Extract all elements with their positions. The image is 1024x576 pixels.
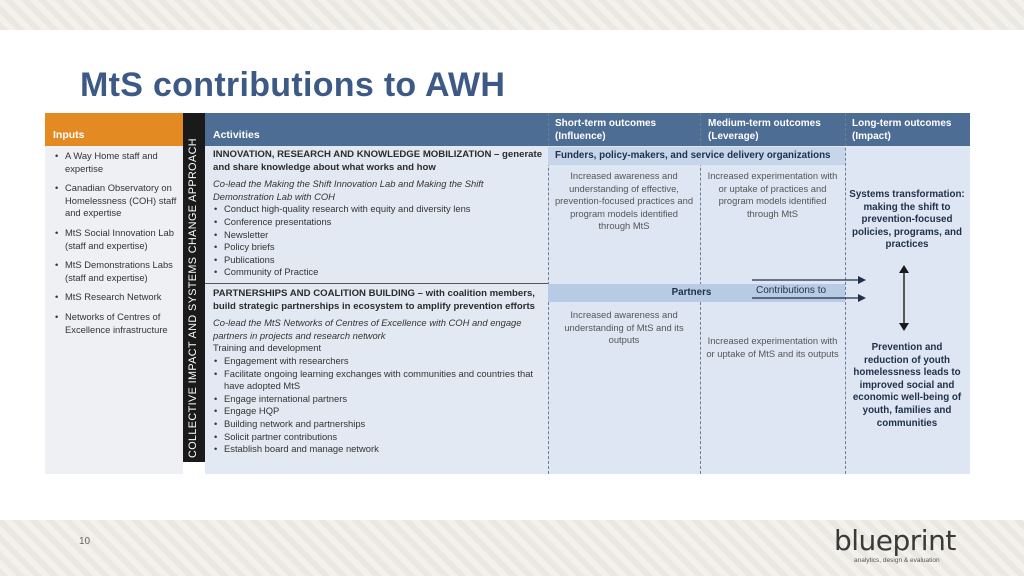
activity-heading xyxy=(213,288,543,313)
medium-term-outcome-2: Increased experimentation with or uptake of MtS and its outputs xyxy=(706,335,839,359)
decorative-top-band xyxy=(0,0,1024,30)
short-term-header xyxy=(548,113,700,146)
inputs-list xyxy=(54,150,178,336)
short-term-title: Short-term outcomes xyxy=(555,118,657,129)
activity-bullet: • Building network and partnerships xyxy=(224,418,543,431)
activity-bullets xyxy=(213,203,543,279)
inputs-header xyxy=(45,113,183,146)
activity-bullet: • Engage international partners xyxy=(224,393,543,406)
logo-wordmark: blueprint xyxy=(834,524,956,557)
activity-bullet: • Policy briefs xyxy=(224,241,543,254)
blueprint-logo xyxy=(834,524,974,568)
activity-bullet: • Facilitate ongoing learning exchanges with communities and countries that have adopted MtS xyxy=(224,368,543,393)
long-term-outcome-1: Systems transformation: making the shift to prevention-focused policies, programs, and practices xyxy=(849,189,965,251)
activity-bullets xyxy=(213,355,543,456)
activity-bullet: • Community of Practice xyxy=(224,266,543,279)
activity-heading-rest: – with coalition members, build strategic partnerships in ecosystem to amplify prevention efforts xyxy=(213,288,535,312)
inputs-header-label: Inputs xyxy=(53,129,85,141)
activities-header-label: Activities xyxy=(213,129,260,141)
input-item: • MtS Research Network xyxy=(65,291,178,304)
activity-heading-rest: – generate and share knowledge about what works and how xyxy=(213,149,543,173)
activity-bullet: • Newsletter xyxy=(224,229,543,242)
medium-term-header xyxy=(700,113,845,146)
inputs-list-container xyxy=(54,150,178,343)
long-term-title: Long-term outcomes xyxy=(852,118,952,129)
activity-bullet: • Establish board and manage network xyxy=(224,443,543,456)
input-item: • A Way Home staff and expertise xyxy=(65,150,178,175)
logo-tagline: analytics, design & evaluation xyxy=(854,557,940,564)
medium-term-title: Medium-term outcomes xyxy=(708,118,821,129)
activity-heading xyxy=(213,149,543,174)
long-term-outcome-2: Prevention and reduction of youth homelessness leads to improved social and economic well-being of youth, families and communities xyxy=(852,342,962,429)
activity-italic: Co-lead the MtS Networks of Centres of Excellence with COH and engage partners in projects and research network xyxy=(213,317,522,341)
activity-heading-bold: INNOVATION, RESEARCH AND KNOWLEDGE MOBILIZATION xyxy=(213,149,492,160)
activity-plain: Training and development xyxy=(213,342,322,354)
medium-term-outcome-1: Increased experimentation with or uptake of practices and program models identified through MtS xyxy=(707,170,838,219)
long-term-sub: (Impact) xyxy=(852,131,891,142)
input-item: • Canadian Observatory on Homelessness (COH) staff and expertise xyxy=(65,182,178,220)
activities-header xyxy=(205,113,548,146)
activity-bullet: • Publications xyxy=(224,254,543,267)
double-arrow-icon xyxy=(896,264,912,332)
activity-bullet: • Engagement with researchers xyxy=(224,355,543,368)
approach-label: COLLECTIVE IMPACT AND SYSTEMS CHANGE APPROACH xyxy=(187,138,199,458)
contributions-label: Contributions to xyxy=(756,285,827,296)
activity-bullet: • Conference presentations xyxy=(224,216,543,229)
page-number: 10 xyxy=(79,536,91,547)
activity-bullet: • Conduct high-quality research with equity and diversity lens xyxy=(224,203,543,216)
short-term-outcome-1: Increased awareness and understanding of effective, prevention-focused practices and program models identified through MtS xyxy=(554,170,694,232)
activity-heading-bold: PARTNERSHIPS AND COALITION BUILDING xyxy=(213,288,416,299)
activity-bullet: • Solicit partner contributions xyxy=(224,431,543,444)
activity-italic: Co-lead the Making the Shift Innovation Lab and Making the Shift Demonstration Lab with COH xyxy=(213,178,484,202)
funders-row: Funders, policy-makers, and service delivery organizations xyxy=(548,147,845,165)
input-item: • MtS Social Innovation Lab (staff and expertise) xyxy=(65,227,178,252)
short-term-outcome-2: Increased awareness and understanding of MtS and its outputs xyxy=(564,309,684,346)
long-term-header xyxy=(845,113,970,146)
activity-bullet: • Engage HQP xyxy=(224,405,543,418)
activity-block-partnerships xyxy=(213,288,543,456)
activity-block-innovation xyxy=(213,149,543,279)
activity-divider-line xyxy=(205,283,548,284)
slide-title: MtS contributions to AWH xyxy=(80,66,506,104)
input-item: • Networks of Centres of Excellence infrastructure xyxy=(65,311,178,336)
partners-label: Partners xyxy=(671,287,712,298)
medium-term-sub: (Leverage) xyxy=(708,131,759,142)
input-item: • MtS Demonstrations Labs (staff and expertise) xyxy=(65,259,178,284)
short-term-sub: (Influence) xyxy=(555,131,606,142)
